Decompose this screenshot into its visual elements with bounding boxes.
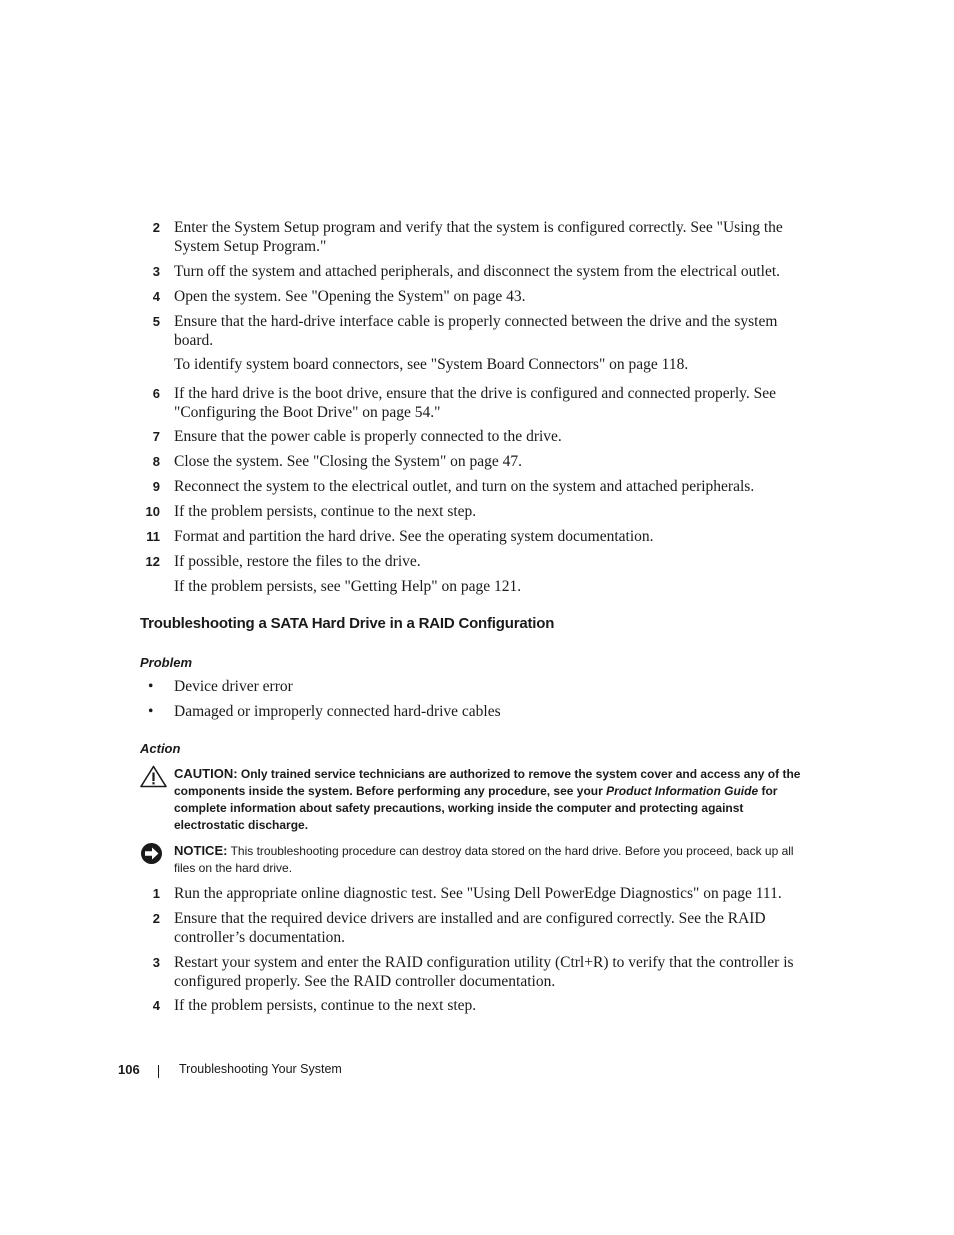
caution-italic: Product Information Guide: [606, 784, 759, 798]
caution-lead: CAUTION:: [174, 766, 238, 781]
step-text: If the problem persists, continue to the next step.: [174, 503, 477, 520]
page-number: 106: [118, 1062, 140, 1077]
footer-divider: [158, 1065, 159, 1078]
step-12-note: If the problem persists, see "Getting Help" on page 121.: [174, 578, 522, 595]
action-label: Action: [140, 741, 181, 756]
step-number: 2: [152, 220, 160, 235]
step-text: Run the appropriate online diagnostic test. See "Using Dell PowerEdge Diagnostics" on page 111.: [174, 885, 782, 902]
caution-text-after: for complete information about safety precautions, working inside the computer and protecting against electrostatic discharge.: [174, 784, 778, 832]
step-text: Format and partition the hard drive. See the operating system documentation.: [174, 528, 654, 545]
caution-text-before: Only trained service technicians are authorized to remove the system cover and access any of the components inside the system. Before performing any procedure, see your: [174, 767, 801, 798]
step-text: Reconnect the system to the electrical outlet, and turn on the system and attached peripherals.: [174, 478, 755, 495]
step-text: Ensure that the power cable is properly connected to the drive.: [174, 428, 562, 445]
step-text: If possible, restore the files to the drive.: [174, 553, 421, 570]
page-footer: [0, 1062, 954, 1082]
notice-arrow-icon: [140, 842, 164, 871]
step-number: 8: [152, 454, 160, 469]
step-number: 12: [145, 554, 160, 569]
step-text: If the problem persists, continue to the next step.: [174, 997, 477, 1014]
step-number: 3: [152, 955, 160, 970]
step-text: Close the system. See "Closing the System" on page 47.: [174, 453, 523, 470]
step-number: 3: [152, 264, 160, 279]
section-heading: Troubleshooting a SATA Hard Drive in a RAID Configuration: [140, 615, 555, 632]
step-number: 11: [146, 529, 160, 544]
step-number: 4: [152, 998, 160, 1013]
problem-item-text: Damaged or improperly connected hard-drive cables: [174, 703, 501, 720]
notice-body: [174, 842, 816, 877]
step-number: 10: [145, 504, 160, 519]
step-number: 6: [152, 386, 160, 401]
step-number: 1: [152, 886, 160, 901]
step-text: Ensure that the hard-drive interface cable is properly connected between the drive and the system board.: [174, 313, 778, 349]
step-text: Enter the System Setup program and verify that the system is configured correctly. See "Using the System Setup Program.": [174, 219, 783, 255]
notice-text: This troubleshooting procedure can destroy data stored on the hard drive. Before you proceed, back up all files on the hard drive.: [174, 844, 794, 875]
problem-item-text: Device driver error: [174, 678, 293, 695]
step-text: If the hard drive is the boot drive, ensure that the drive is configured and connected properly. See "Configuring the Boot Drive" on page 54.": [174, 385, 776, 421]
bullet-icon: •: [148, 678, 154, 695]
step-text: Restart your system and enter the RAID configuration utility (Ctrl+R) to verify that the controller is configured properly. See the RAID controller documentation.: [174, 954, 794, 990]
step-number: 9: [152, 479, 160, 494]
step-text: Ensure that the required device drivers are installed and are configured correctly. See the RAID controller’s documentation.: [174, 910, 766, 946]
step-text: Turn off the system and attached peripherals, and disconnect the system from the electrical outlet.: [174, 263, 781, 280]
problem-label: Problem: [140, 655, 193, 670]
caution-triangle-icon: [140, 765, 167, 793]
bullet-icon: •: [148, 703, 154, 720]
footer-title: Troubleshooting Your System: [179, 1062, 342, 1076]
step-number: 2: [152, 911, 160, 926]
step-5-note: To identify system board connectors, see "System Board Connectors" on page 118.: [174, 356, 689, 373]
caution-body: [174, 765, 816, 834]
step-number: 5: [152, 314, 160, 329]
step-number: 4: [152, 289, 160, 304]
step-number: 7: [152, 429, 160, 444]
notice-lead: NOTICE:: [174, 843, 228, 858]
step-text: Open the system. See "Opening the System" on page 43.: [174, 288, 526, 305]
